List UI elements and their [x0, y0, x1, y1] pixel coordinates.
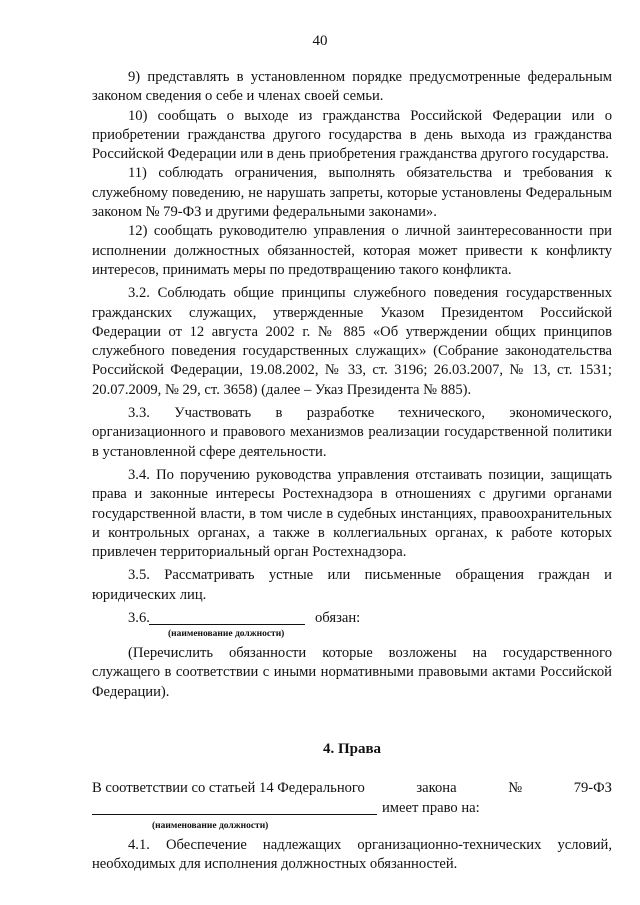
- item-3-6-note: (Перечислить обязанности которые возложены на государственного служащего в соответствии с иными нормативными правовыми актами Российской Федерации).: [92, 645, 612, 700]
- paragraph-item-9: 9) представлять в установленном порядке предусмотренные федеральным законом сведения о себе и членах своей семьи.: [92, 69, 612, 105]
- paragraph-3-2: 3.2. Соблюдать общие принципы служебного поведения государственных гражданских служащих, утвержденные Указом Президентом Российской Федерации от 12 августа 2002 г. № 885 «Об утверждении общих принципов служебного поведения государственных служащих» (Собрание законодательства Российской Федерации, 19.08.2002, № 33, ст. 3196; 26.03.2007, № 13, ст. 1531; 20.07.2009, № 29, ст. 3658) (далее – Указ Президента № 885).: [92, 285, 612, 398]
- section-4-intro-part-4: 79-ФЗ: [573, 780, 612, 797]
- page-number: 40: [312, 33, 328, 49]
- section-4-intro-part-2: закона: [416, 780, 457, 797]
- position-hint-2: (наименование должности): [152, 820, 269, 831]
- paragraph-item-10: 10) сообщать о выходе из гражданства Российской Федерации или о приобретении гражданства другого государства в день выхода из гражданства Российской Федерации или в день приобретения гражданства другого государства.: [92, 107, 612, 163]
- section-4-intro-part-1: В соответствии со статьей 14 Федерального: [92, 780, 365, 797]
- document-body: [92, 68, 612, 874]
- paragraph-3-5: 3.5. Рассматривать устные или письменные обращения граждан и юридических лиц.: [92, 567, 612, 603]
- section-4-intro-part-3: №: [508, 780, 523, 797]
- has-right-text: имеет право на:: [382, 799, 480, 816]
- section-4-intro: [92, 779, 612, 798]
- position-hint: (наименование должности): [168, 629, 285, 640]
- position-blank-line: [149, 624, 305, 625]
- paragraph-item-11: 11) соблюдать ограничения, выполнять обязательства и требования к служебному поведению, не нарушать запреты, которые установлены Федеральным законом № 79-ФЗ и другими федеральными законами».: [92, 165, 612, 221]
- section-4-title: 4. Права: [322, 740, 382, 757]
- paragraph-4-1: 4.1. Обеспечение надлежащих организационно-технических условий, необходимых для исполнения должностных обязанностей.: [92, 836, 612, 872]
- item-3-6-number: 3.6.: [128, 610, 150, 627]
- section-4-blank-row: [92, 799, 612, 818]
- item-3-6-row: [92, 609, 612, 628]
- position-blank-line-2: [92, 814, 377, 815]
- paragraph-3-4: 3.4. По поручению руководства управления отстаивать позиции, защищать права и законные интересы Ростехнадзора в отношениях с другими органами государственной власти, в том числе в судебных инстанциях, правоохранительных и контрольных органах, а также в коллегиальных органах, к работе которых привлечен территориальный орган Ростехнадзора.: [92, 466, 612, 561]
- paragraph-item-12: 12) сообщать руководителю управления о личной заинтересованности при исполнении должностных обязанностей, которая может привести к конфликту интересов, принимать меры по предотвращению такого конфликта.: [92, 223, 612, 278]
- item-3-6-obliged: обязан:: [315, 610, 361, 627]
- paragraph-3-3: 3.3. Участвовать в разработке технического, экономического, организационного и правового механизмов реализации государственной политики в установленной сфере деятельности.: [92, 405, 612, 460]
